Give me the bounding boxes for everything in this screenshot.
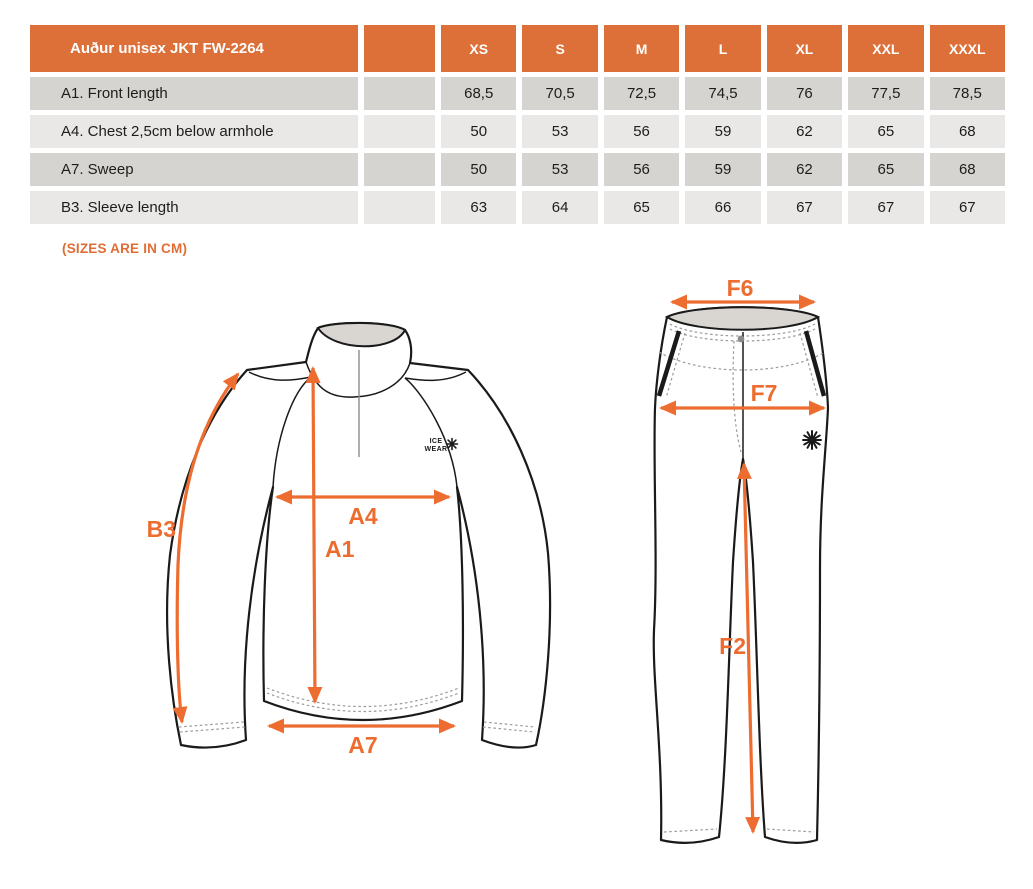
row-label-sweep: A7. Sweep <box>30 153 358 186</box>
table-value: 59 <box>685 115 760 148</box>
table-value: 50 <box>441 153 516 186</box>
jacket-diagram <box>135 295 585 775</box>
table-value: 72,5 <box>604 77 679 110</box>
table-value: 68 <box>930 115 1005 148</box>
pants-button <box>738 336 745 343</box>
size-header-xs: XS <box>441 25 516 72</box>
row-spacer-cell <box>364 115 435 148</box>
a4-label: A4 <box>348 503 378 529</box>
table-value: 67 <box>767 191 842 224</box>
table-value: 56 <box>604 153 679 186</box>
logo-text-line2: WEAR <box>424 446 448 453</box>
row-spacer-cell <box>364 77 435 110</box>
table-value: 70,5 <box>522 77 597 110</box>
size-header-s: S <box>522 25 597 72</box>
table-value: 62 <box>767 115 842 148</box>
f2-label: F2 <box>719 633 746 659</box>
row-spacer-cell <box>364 191 435 224</box>
size-header-xl: XL <box>767 25 842 72</box>
table-value: 68 <box>930 153 1005 186</box>
row-label-sleeve-length: B3. Sleeve length <box>30 191 358 224</box>
table-value: 53 <box>522 115 597 148</box>
a1-label: A1 <box>325 536 355 562</box>
size-header-xxl: XXL <box>848 25 923 72</box>
table-value: 59 <box>685 153 760 186</box>
a7-label: A7 <box>348 732 378 758</box>
table-value: 62 <box>767 153 842 186</box>
table-value: 76 <box>767 77 842 110</box>
table-value: 56 <box>604 115 679 148</box>
f7-label: F7 <box>750 380 778 406</box>
pants-diagram <box>620 278 840 878</box>
size-header-xxxl: XXXL <box>930 25 1005 72</box>
header-spacer-cell <box>364 25 435 72</box>
table-value: 65 <box>848 153 923 186</box>
row-spacer-cell <box>364 153 435 186</box>
pants-silhouette <box>654 307 828 843</box>
size-header-l: L <box>685 25 760 72</box>
table-value: 78,5 <box>930 77 1005 110</box>
table-value: 68,5 <box>441 77 516 110</box>
table-value: 67 <box>848 191 923 224</box>
sizes-unit-note: (SIZES ARE IN CM) <box>62 241 188 256</box>
table-value: 65 <box>604 191 679 224</box>
table-value: 67 <box>930 191 1005 224</box>
size-table <box>30 25 1005 224</box>
f6-label: F6 <box>726 278 754 301</box>
table-value: 74,5 <box>685 77 760 110</box>
table-value: 50 <box>441 115 516 148</box>
table-value: 65 <box>848 115 923 148</box>
table-value: 66 <box>685 191 760 224</box>
table-value: 53 <box>522 153 597 186</box>
row-label-front-length: A1. Front length <box>30 77 358 110</box>
logo-text-line1: ICE <box>429 438 443 445</box>
table-value: 64 <box>522 191 597 224</box>
row-label-chest: A4. Chest 2,5cm below armhole <box>30 115 358 148</box>
a1-front-length-arrow <box>313 368 315 702</box>
table-value: 77,5 <box>848 77 923 110</box>
size-header-m: M <box>604 25 679 72</box>
table-value: 63 <box>441 191 516 224</box>
b3-label: B3 <box>146 516 176 542</box>
table-title: Auður unisex JKT FW-2264 <box>30 25 358 72</box>
snowflake-icon <box>447 439 458 450</box>
